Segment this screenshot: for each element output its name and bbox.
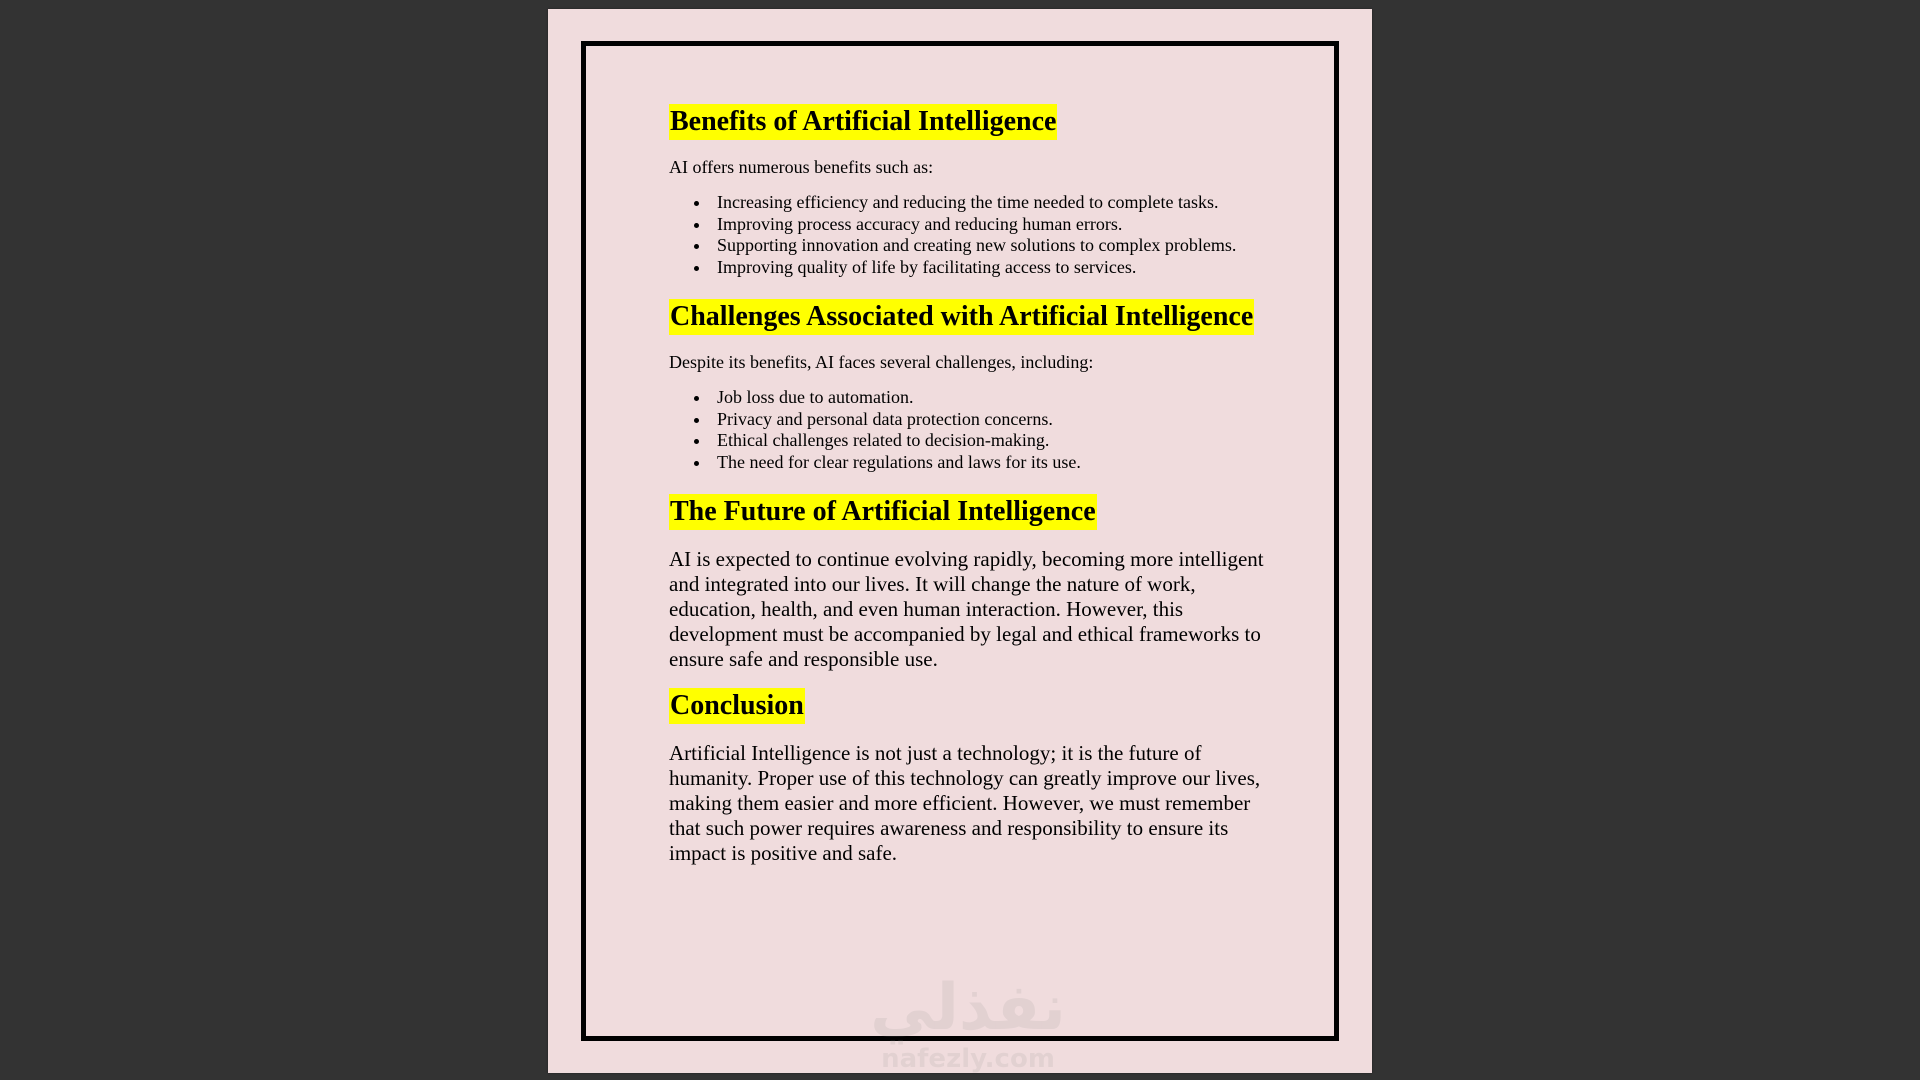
watermark-logo [848,967,1088,1077]
list-item: Increasing efficiency and reducing the time needed to complete tasks. [717,192,1269,214]
list-item: Job loss due to automation. [717,387,1269,409]
section-intro-challenges: Despite its benefits, AI faces several challenges, including: [669,351,1094,372]
benefits-list [669,192,1269,279]
document-page [548,9,1372,1073]
section-intro-benefits: AI offers numerous benefits such as: [669,157,934,177]
section-heading-future: The Future of Artificial Intelligence [669,494,1097,530]
page-content [669,104,1269,882]
section-paragraph-future: AI is expected to continue evolving rapidly, becoming more intelligent and integrated into our lives. It will change the nature of work, education, health, and even human interaction. However, this development must be accompanied by legal and ethical frameworks to ensure safe and responsible use. [669,546,1264,671]
list-item: Improving quality of life by facilitating access to services. [717,257,1269,279]
list-item: Ethical challenges related to decision-making. [717,430,1269,452]
list-item: Privacy and personal data protection concerns. [717,409,1269,431]
watermark-latin-text: nafezly.com [881,1044,1055,1074]
list-item: Supporting innovation and creating new solutions to complex problems. [717,235,1269,257]
section-heading-benefits: Benefits of Artificial Intelligence [669,104,1057,140]
section-heading-challenges: Challenges Associated with Artificial Intelligence [669,299,1254,335]
list-item: Improving process accuracy and reducing human errors. [717,214,1269,236]
watermark-arabic-text: نفذلي [870,971,1066,1045]
list-item: The need for clear regulations and laws for its use. [717,452,1269,474]
challenges-list [669,387,1269,474]
section-heading-conclusion: Conclusion [669,688,805,724]
section-paragraph-conclusion: Artificial Intelligence is not just a technology; it is the future of humanity. Proper use of this technology can greatly improve our lives, making them easier and more efficient. However, we must remember that such power requires awareness and responsibility to ensure its impact is positive and safe. [669,740,1261,865]
